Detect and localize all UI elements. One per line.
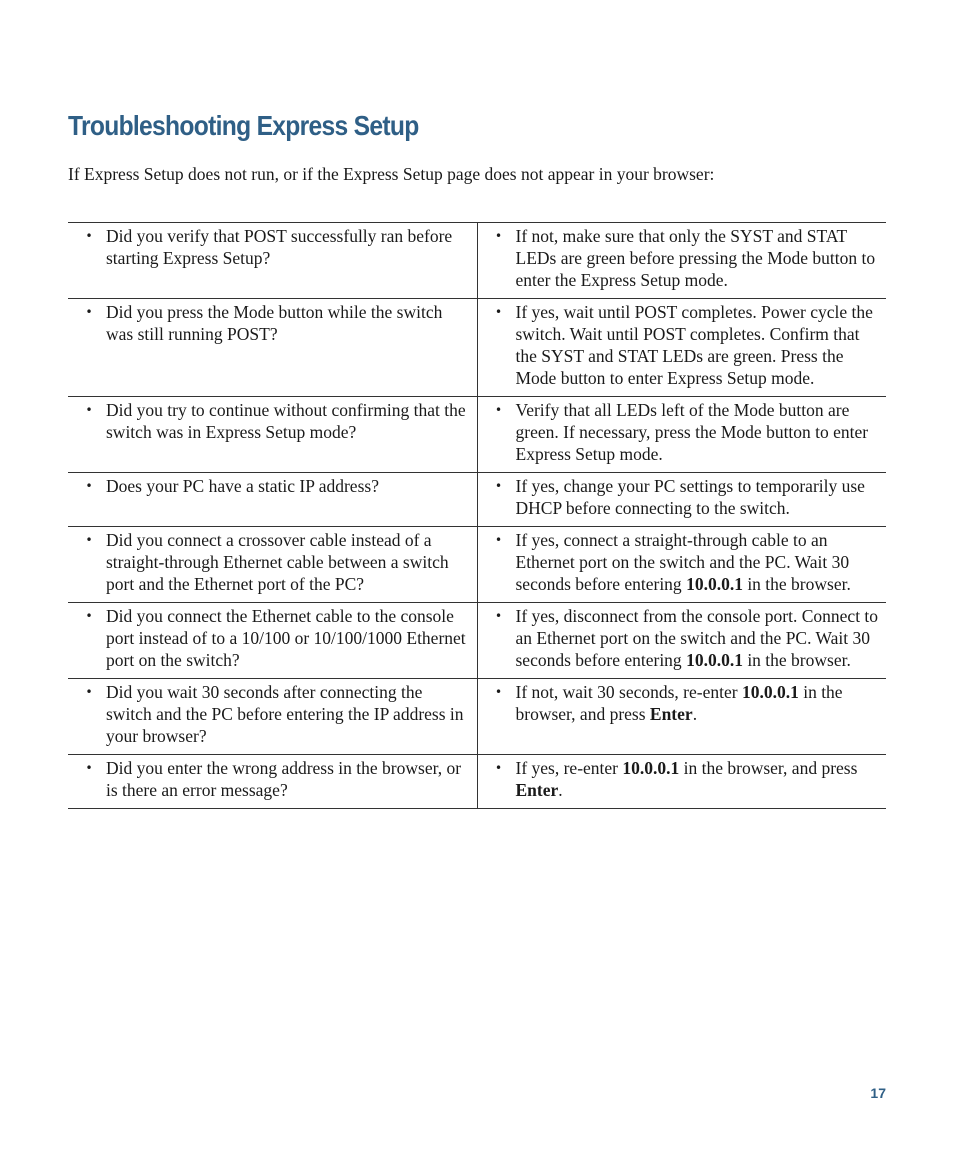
bullet-icon: • [494,403,503,417]
problem-cell [68,679,477,755]
bullet-icon: • [494,229,503,243]
solution-segment: If not, wait 30 seconds, re-enter [515,682,742,702]
solution-emphasis: 10.0.0.1 [686,574,743,594]
solution-cell [477,397,886,473]
problem-item [68,399,471,443]
solution-cell [477,755,886,809]
solution-segment: in the browser, and press [679,758,858,778]
solution-segment: If yes, wait until POST completes. Power cycle the switch. Wait until POST completes. Confirm that the SYST and STAT LEDs are green. Press the Mode button to enter Express Setup mode. [515,302,873,388]
bullet-icon: • [494,609,503,623]
bullet-icon: • [85,479,93,493]
solution-cell [477,223,886,299]
solution-cell [477,473,886,527]
solution-item [478,757,881,801]
solution-segment: in the browser. [742,574,851,594]
bullet-icon: • [494,761,503,775]
solution-segment: in the browser. [742,650,851,670]
solution-item [478,529,881,595]
solution-segment: If yes, connect a straight-through cable to an Ethernet port on the switch and the PC. Wait 30 seconds before entering [515,530,850,594]
solution-emphasis: 10.0.0.1 [686,650,743,670]
bullet-icon: • [494,305,503,319]
solution-text [516,681,881,725]
solution-item [478,225,881,291]
problem-cell [68,755,477,809]
solution-segment: If yes, disconnect from the console port. Connect to an Ethernet port on the switch and the PC. Wait 30 seconds before entering [515,606,879,670]
solution-cell [477,527,886,603]
page-number: 17 [870,1085,886,1101]
intro-paragraph: If Express Setup does not run, or if the Express Setup page does not appear in your browser: [68,164,715,184]
solution-item [478,301,881,389]
solution-cell [477,299,886,397]
solution-text [516,757,881,801]
table-row [68,603,886,679]
solution-segment: Verify that all LEDs left of the Mode button are green. If necessary, press the Mode button to enter Express Setup mode. [515,400,869,464]
solution-text [516,605,881,671]
table-row [68,679,886,755]
table-row [68,299,886,397]
solution-segment: . [692,704,698,724]
solution-emphasis: Enter [649,704,693,724]
solution-item [478,605,881,671]
table-row [68,755,886,809]
problem-text: Did you connect the Ethernet cable to the console port instead of to a 10/100 or 10/100/1000 Ethernet port on the switch? [106,606,466,670]
solution-text [516,529,881,595]
solution-item [478,399,881,465]
problem-text: Does your PC have a static IP address? [106,476,379,496]
problem-cell [68,603,477,679]
solution-item [478,681,881,725]
table-row [68,223,886,299]
solution-emphasis: 10.0.0.1 [622,758,680,778]
solution-segment: If not, make sure that only the SYST and STAT LEDs are green before pressing the Mode button to enter the Express Setup mode. [515,226,876,290]
solution-text [516,475,881,519]
bullet-icon: • [494,479,503,493]
problem-text: Did you press the Mode button while the switch was still running POST? [106,302,443,344]
problem-cell [68,299,477,397]
bullet-icon: • [494,685,503,699]
table-row [68,397,886,473]
bullet-icon: • [494,533,503,547]
problem-text: Did you verify that POST successfully ran before starting Express Setup? [106,226,453,268]
problem-cell [68,397,477,473]
bullet-icon: • [85,229,93,243]
problem-item [68,301,471,345]
solution-text [516,225,881,291]
solution-segment: in the browser, and press [515,682,843,724]
problem-text: Did you connect a crossover cable instead of a straight-through Ethernet cable between a switch port and the Ethernet port of the PC? [106,530,449,594]
bullet-icon: • [85,609,93,623]
solution-cell [477,679,886,755]
bullet-icon: • [85,403,93,417]
bullet-icon: • [85,761,93,775]
problem-cell [68,527,477,603]
problem-text: Did you try to continue without confirming that the switch was in Express Setup mode? [106,400,466,442]
solution-text [516,399,881,465]
table-row [68,473,886,527]
solution-segment: . [558,780,563,800]
solution-segment: If yes, change your PC settings to temporarily use DHCP before connecting to the switch. [515,476,865,518]
solution-item [478,475,881,519]
bullet-icon: • [85,533,93,547]
bullet-icon: • [85,305,93,319]
solution-text [516,301,881,389]
page-title: Troubleshooting Express Setup [68,110,419,141]
solution-cell [477,603,886,679]
troubleshooting-table [68,222,886,809]
problem-text: Did you wait 30 seconds after connecting the switch and the PC before entering the IP address in your browser? [106,682,464,746]
problem-item [68,757,471,801]
problem-item [68,475,471,497]
problem-cell [68,223,477,299]
solution-segment: If yes, re-enter [515,758,623,778]
problem-item [68,605,471,671]
problem-cell [68,473,477,527]
troubleshooting-table-body [68,223,886,809]
problem-item [68,529,471,595]
problem-item [68,225,471,269]
table-row [68,527,886,603]
solution-emphasis: Enter [515,780,559,800]
solution-emphasis: 10.0.0.1 [741,682,799,702]
bullet-icon: • [85,685,93,699]
problem-item [68,681,471,747]
problem-text: Did you enter the wrong address in the browser, or is there an error message? [106,758,462,800]
